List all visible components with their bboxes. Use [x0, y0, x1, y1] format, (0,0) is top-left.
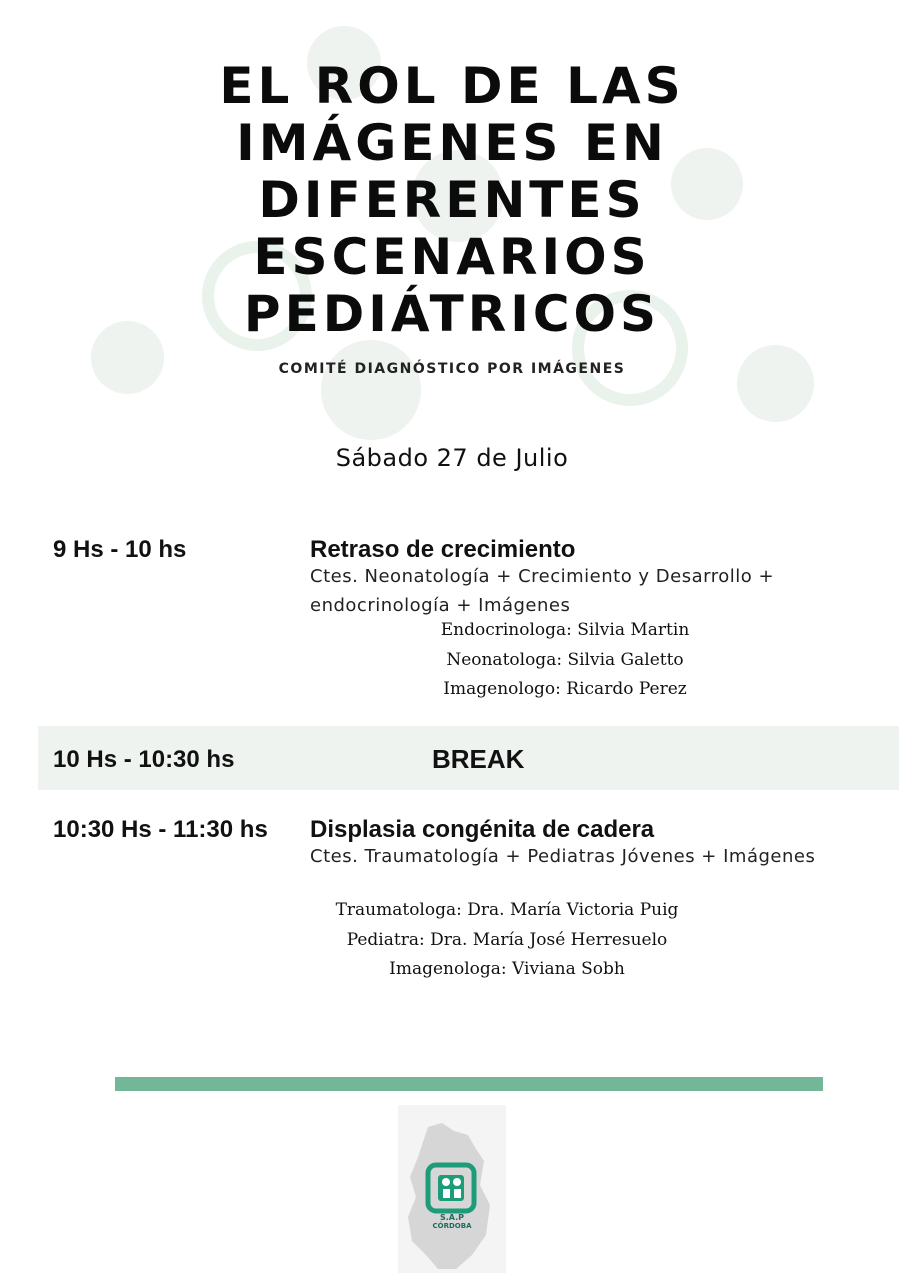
session-committees: Ctes. Neonatología + Crecimiento y Desarrollo + endocrinología + Imágenes	[310, 566, 775, 616]
speaker: Neonatologa: Silvia Galetto	[446, 649, 684, 670]
speaker: Traumatologa: Dra. María Victoria Puig	[335, 900, 679, 920]
event-date: Sábado 27 de Julio	[335, 444, 569, 472]
session-committees: Ctes. Traumatología + Pediatras Jóvenes + Imágenes	[310, 846, 816, 867]
speaker-list	[282, 896, 732, 985]
speaker: Imagenologo: Ricardo Perez	[443, 679, 687, 699]
speaker: Endocrinologa: Silvia Martin	[440, 620, 690, 640]
title-line: IMÁGENES EN	[236, 114, 668, 172]
decor-circle	[737, 345, 814, 422]
decor-circle	[321, 340, 421, 440]
session-title: Retraso de crecimiento	[310, 536, 576, 563]
logo-line: S.A.P	[439, 1213, 465, 1222]
logo-line: CÓRDOBA	[432, 1222, 472, 1230]
title-line: DIFERENTES	[258, 171, 646, 229]
map-icon	[398, 1105, 506, 1273]
divider	[115, 1077, 823, 1091]
speaker: Imagenologa: Viviana Sobh	[389, 959, 625, 979]
break-label: BREAK	[432, 744, 525, 774]
session-title: Displasia congénita de cadera	[310, 816, 655, 843]
speaker: Pediatra: Dra. María José Herresuelo	[346, 929, 668, 950]
session-time: 10:30 Hs - 11:30 hs	[53, 816, 268, 843]
session-time: 9 Hs - 10 hs	[53, 536, 187, 563]
break-time: 10 Hs - 10:30 hs	[53, 746, 235, 773]
speaker-list	[340, 616, 790, 705]
sap-cordoba-logo	[398, 1105, 506, 1273]
page-title	[0, 58, 904, 343]
title-line: PEDIÁTRICOS	[243, 285, 661, 343]
title-line: ESCENARIOS	[253, 228, 651, 286]
title-line: EL ROL DE LAS	[219, 57, 685, 115]
subtitle: COMITÉ DIAGNÓSTICO POR IMÁGENES	[278, 361, 626, 377]
logo-text	[398, 1213, 506, 1230]
